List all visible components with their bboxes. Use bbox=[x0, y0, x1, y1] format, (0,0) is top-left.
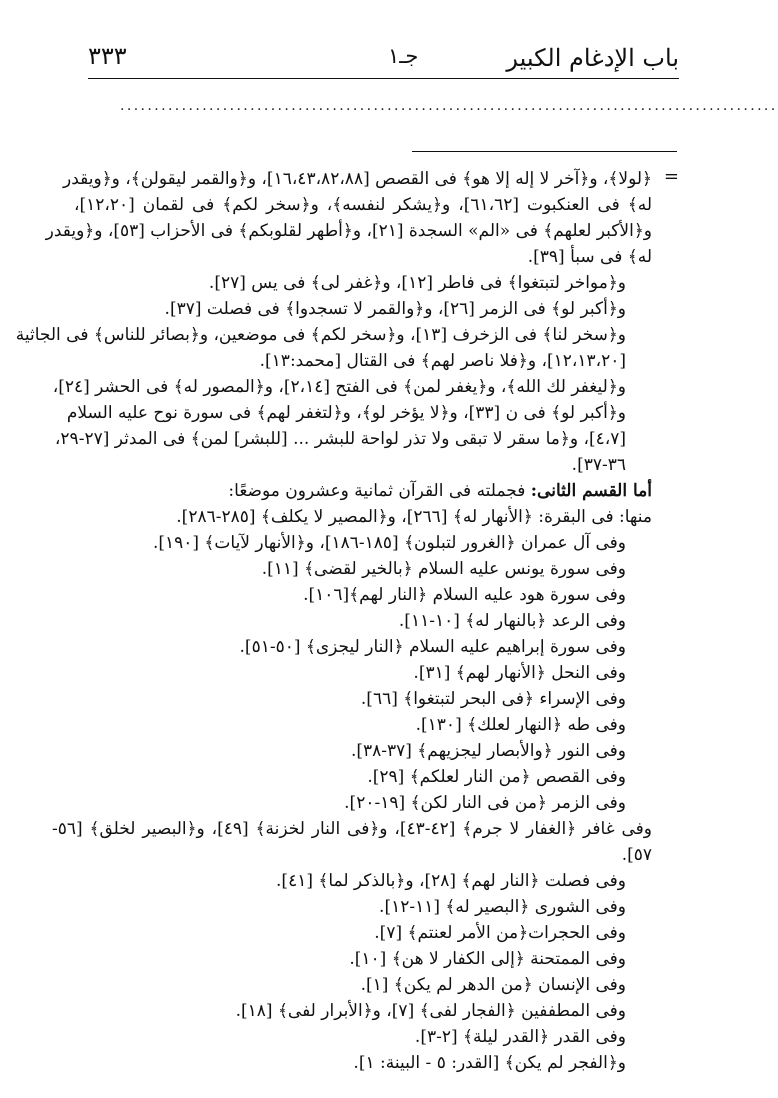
text-line: و﴿الأكبر لعلهم﴾ فى «الم» السجدة [٢١]، و﴿أطهر لقلوبكم﴾ فى الأحزاب [٥٣]، و﴿ويقدر bbox=[45, 221, 652, 241]
text-line: وفى الممتحنة ﴿إلى الكفار لا هن﴾ [١٠]. bbox=[349, 949, 626, 969]
running-header bbox=[88, 38, 679, 79]
text-line: وفى الإنسان ﴿من الدهر لم يكن﴾ [١]. bbox=[360, 975, 626, 995]
text-line: و﴿سخر لنا﴾ فى الزخرف [١٣]، و﴿سخر لكم﴾ فى موضعين، و﴿بصائر للناس﴾ فى الجاثية bbox=[15, 325, 626, 345]
first-part-tail bbox=[15, 270, 652, 478]
text-line: ﴿لولا﴾، و﴿آخر لا إله إلا هو﴾ فى القصص [١٦،٤٣،٨٢،٨٨]، و﴿والقمر ليقولن﴾، و﴿ويقدر bbox=[63, 169, 652, 189]
text-line: وفى سورة يونس عليه السلام ﴿بالخير لقضى﴾ [١١]. bbox=[261, 559, 626, 579]
second-part-heading-line bbox=[52, 478, 652, 504]
footnote-rule bbox=[412, 151, 677, 152]
text-line: وفى النحل ﴿الأنهار لهم﴾ [٣١]. bbox=[413, 663, 626, 683]
text-line: وفى القصص ﴿من النار لعلكم﴾ [٢٩]. bbox=[367, 767, 626, 787]
text-line: وفى سورة إبراهيم عليه السلام ﴿النار ليجزى﴾ [٥٠-٥١]. bbox=[239, 637, 626, 657]
text-line: وفى الحجرات﴿من الأمر لعنتم﴾ [٧]. bbox=[374, 923, 626, 943]
header-chapter-title: باب الإدغام الكبير bbox=[506, 44, 679, 72]
text-line: وفى الإسراء ﴿فى البحر لتبتغوا﴾ [٦٦]. bbox=[360, 689, 626, 709]
text-line: وفى الزمر ﴿من فى النار لكن﴾ [١٩-٢٠]. bbox=[344, 793, 626, 813]
text-line: منها: فى البقرة: ﴿الأنهار له﴾ [٢٦٦]، و﴿المصير لا يكلف﴾ [٢٨٥-٢٨٦]. bbox=[176, 507, 652, 527]
text-line: [٤،٧]، و﴿ما سقر لا تبقى ولا تذر لواحة للبشر ... [للبشر] لمن﴾ فى المدثر [٢٧-٢٩، bbox=[54, 429, 626, 449]
dotted-separator: ................................................................................................ bbox=[120, 98, 778, 114]
text-line: وفى المطففين ﴿الفجار لفى﴾ [٧]، و﴿الأبرار لفى﴾ [١٨]. bbox=[235, 1001, 626, 1021]
text-line: [١٢،١٣،٢٠]، و﴿فلا ناصر لهم﴾ فى القتال [محمد:١٣]. bbox=[259, 351, 626, 371]
text-line: وفى النور ﴿والأبصار ليجزيهم﴾ [٣٧-٣٨]. bbox=[350, 741, 626, 761]
page-number: ٣٣٣ bbox=[88, 42, 127, 70]
text-line: وفى آل عمران ﴿الغرور لتبلون﴾ [١٨٥-١٨٦]، و﴿الأنهار لآيات﴾ [١٩٠]. bbox=[152, 533, 626, 553]
text-line: و﴿ليغفر لك الله﴾، و﴿يغفر لمن﴾ فى الفتح [٢،١٤]، و﴿المصور له﴾ فى الحشر [٢٤]، bbox=[52, 377, 626, 397]
text-line: و﴿أكبر لو﴾ فى ن [٣٣]، و﴿لا يؤخر لو﴾، و﴿لتغفر لهم﴾ فى سورة نوح عليه السلام bbox=[66, 403, 626, 423]
text-line: وفى القدر ﴿القدر ليلة﴾ [٢-٣]. bbox=[414, 1027, 626, 1047]
text-line: وفى الرعد ﴿بالنهار له﴾ [١٠-١١]. bbox=[398, 611, 626, 631]
text-line: وفى الشورى ﴿البصير له﴾ [١١-١٢]. bbox=[379, 897, 626, 917]
second-part-intro: فجملته فى القرآن ثمانية وعشرون موضعًا: bbox=[228, 481, 526, 501]
text-line: ٣٦-٣٧]. bbox=[571, 455, 626, 475]
text-line: له﴾ فى سبأ [٣٩]. bbox=[527, 247, 652, 267]
second-part bbox=[52, 478, 652, 1076]
text-line: و﴿مواخر لتبتغوا﴾ فى فاطر [١٢]، و﴿غفر لى﴾ فى يس [٢٧]. bbox=[208, 273, 626, 293]
text-line: ٥٧]. bbox=[621, 845, 652, 865]
text-line: و﴿الفجر لم يكن﴾ [القدر: ٥ - البينة: ١]. bbox=[353, 1053, 626, 1073]
text-line: له﴾ فى العنكبوت [٦١،٦٢]، و﴿يشكر لنفسه﴾، و﴿سخر لكم﴾ فى لقمان [١٢،٢٠]، bbox=[74, 195, 652, 215]
continued-paragraph bbox=[45, 166, 652, 270]
text-line: وفى غافر ﴿الغفار لا جرم﴾ [٤٢-٤٣]، و﴿فى النار لخزنة﴾ [٤٩]، و﴿البصير لخلق﴾ [٥٦- bbox=[52, 819, 652, 839]
second-part-heading: أما القسم الثانى: bbox=[530, 481, 652, 501]
text-line: و﴿أكبر لو﴾ فى الزمر [٢٦]، و﴿والقمر لا تسجدوا﴾ فى فصلت [٣٧]. bbox=[164, 299, 626, 319]
text-line: وفى طه ﴿النهار لعلك﴾ [١٣٠]. bbox=[415, 715, 626, 735]
continuation-mark: = bbox=[663, 166, 679, 187]
second-part-items bbox=[52, 530, 652, 1076]
text-line: وفى فصلت ﴿النار لهم﴾ [٢٨]، و﴿بالذكر لما﴾ [٤١]. bbox=[276, 871, 626, 891]
text-line: وفى سورة هود عليه السلام ﴿النار لهم﴾[١٠٦]. bbox=[303, 585, 626, 605]
header-volume: جـ١ bbox=[388, 44, 419, 68]
